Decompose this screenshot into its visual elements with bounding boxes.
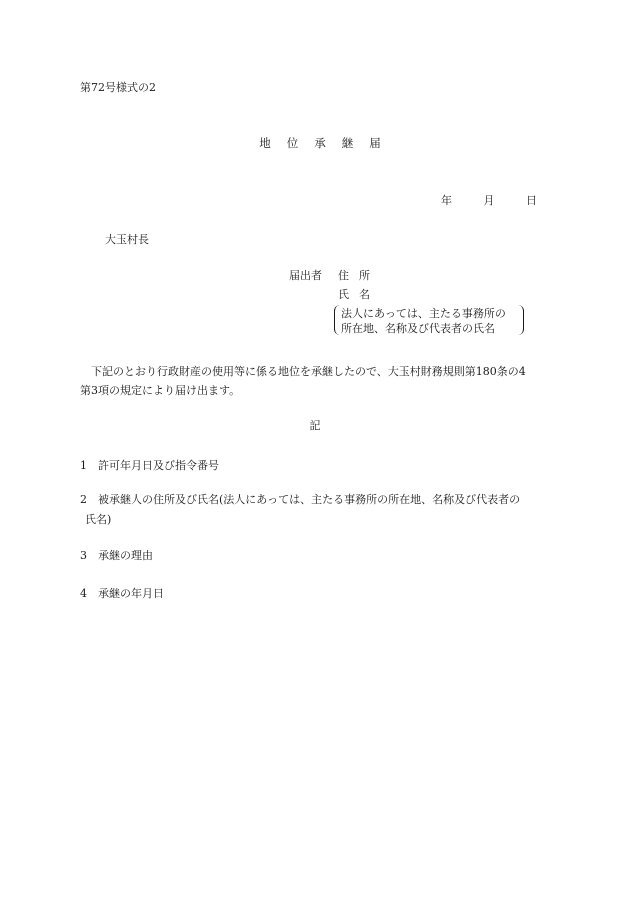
address-label-char: 所: [359, 269, 370, 282]
item-number: 4: [80, 587, 87, 600]
date-year: 年: [441, 194, 452, 207]
item-2: [80, 494, 520, 505]
form-number: 第72号様式の2: [80, 81, 156, 94]
body-line2: 第3項の規定により届け出ます。: [80, 384, 241, 397]
address-label-char: 住: [338, 269, 349, 282]
body-paragraph: [80, 362, 550, 400]
item-2-continuation: 氏名): [85, 513, 112, 526]
applicant-note-line1: 法人にあっては、主たる事務所の: [341, 307, 506, 320]
ki-heading: 記: [309, 419, 321, 432]
date-line: [441, 195, 537, 206]
date-day: 日: [526, 194, 537, 207]
item-3: [80, 550, 153, 561]
name-label-char: 氏: [338, 288, 349, 301]
title-char: 承: [314, 136, 326, 150]
applicant-note: [334, 305, 524, 335]
item-text: 承継の理由: [98, 549, 153, 562]
item-number: 3: [80, 549, 87, 562]
title-char: 地: [259, 136, 271, 150]
item-number: 2: [80, 493, 87, 506]
item-4: [80, 588, 164, 599]
date-month: 月: [483, 194, 495, 207]
right-bracket: [517, 305, 524, 335]
applicant-name-label: [338, 289, 380, 300]
applicant-address-label: [338, 270, 380, 281]
item-text: 承継の年月日: [98, 587, 164, 600]
title-char: 位: [286, 136, 299, 150]
item-text: 被承継人の住所及び氏名(法人にあっては、主たる事務所の所在地、名称及び代表者の: [98, 493, 521, 506]
item-number: 1: [80, 459, 87, 472]
applicant-note-line2: 所在地、名称及び代表者の氏名: [341, 322, 495, 335]
left-bracket: [334, 305, 341, 335]
name-label-char: 名: [359, 288, 370, 301]
applicant-label: 届出者: [289, 269, 322, 282]
title-char: 届: [369, 136, 381, 150]
body-line1: 下記のとおり行政財産の使用等に係る地位を承継したので、大玉村財務規則第180条の4: [91, 365, 526, 378]
item-text: 許可年月日及び指令番号: [98, 459, 219, 472]
item-1: [80, 460, 219, 471]
title-char: 継: [341, 136, 354, 150]
addressee: 大玉村長: [105, 233, 149, 246]
document-title: [0, 138, 630, 150]
